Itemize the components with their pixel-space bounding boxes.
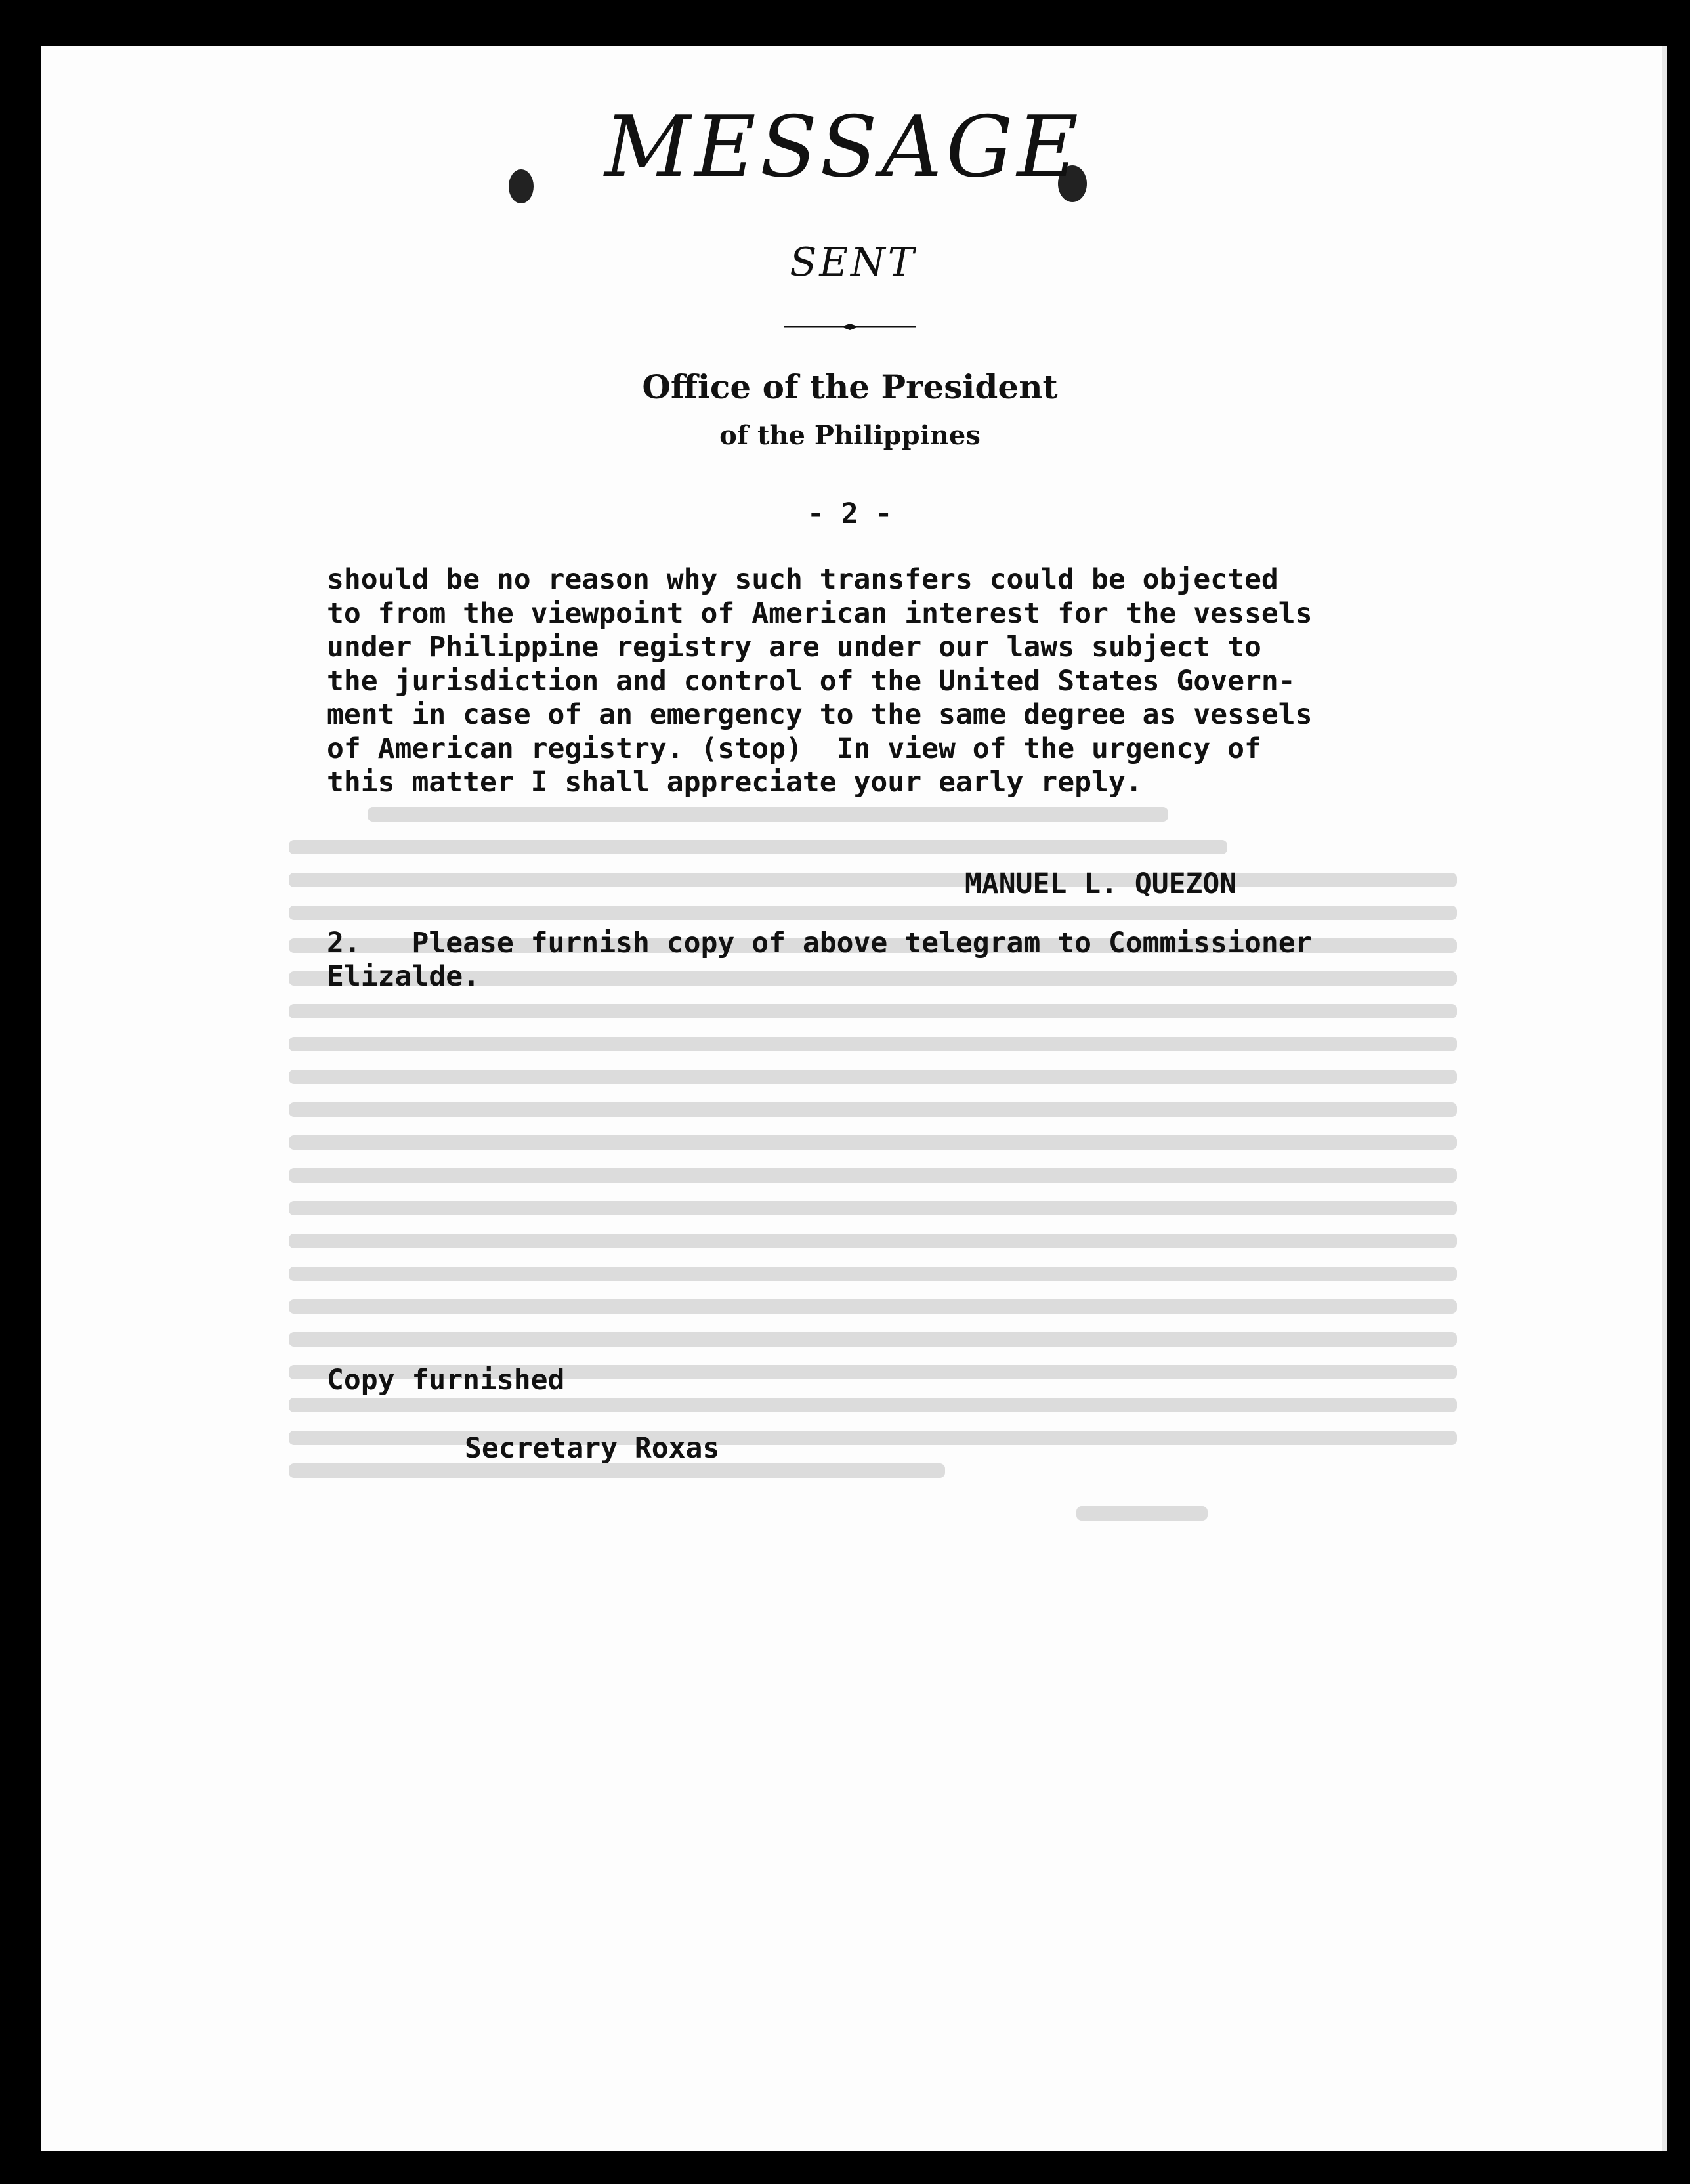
body-paragraph — [327, 563, 1313, 800]
item-2-line: Elizalde. — [327, 960, 480, 993]
punch-hole-left — [509, 169, 534, 203]
body-line: this matter I shall appreciate your early reply. — [327, 766, 1143, 799]
copy-furnished-label: Copy furnished — [327, 1364, 565, 1396]
body-line: ment in case of an emergency to the same degree as vessels — [327, 698, 1313, 731]
divider-ornament — [784, 324, 916, 330]
message-subheading: SENT — [790, 240, 917, 285]
signature: MANUEL L. QUEZON — [965, 868, 1237, 900]
office-title: Office of the President — [642, 368, 1058, 406]
body-line: to from the viewpoint of American interest for the vessels — [327, 597, 1313, 630]
body-line: the jurisdiction and control of the United States Govern- — [327, 664, 1296, 698]
office-subtitle: of the Philippines — [719, 420, 981, 451]
body-line: should be no reason why such transfers could be objected — [327, 563, 1278, 596]
body-line: of American registry. (stop) In view of the urgency of — [327, 732, 1261, 765]
body-line: under Philippine registry are under our laws subject to — [327, 631, 1261, 663]
item-2-paragraph — [327, 927, 1313, 994]
page-edge — [1662, 46, 1667, 2151]
copy-furnished-recipient: Secretary Roxas — [465, 1432, 720, 1465]
item-2-line: 2. Please furnish copy of above telegram to Commissioner — [327, 927, 1313, 959]
page-number: - 2 - — [807, 497, 893, 530]
message-heading: MESSAGE — [604, 98, 1082, 196]
